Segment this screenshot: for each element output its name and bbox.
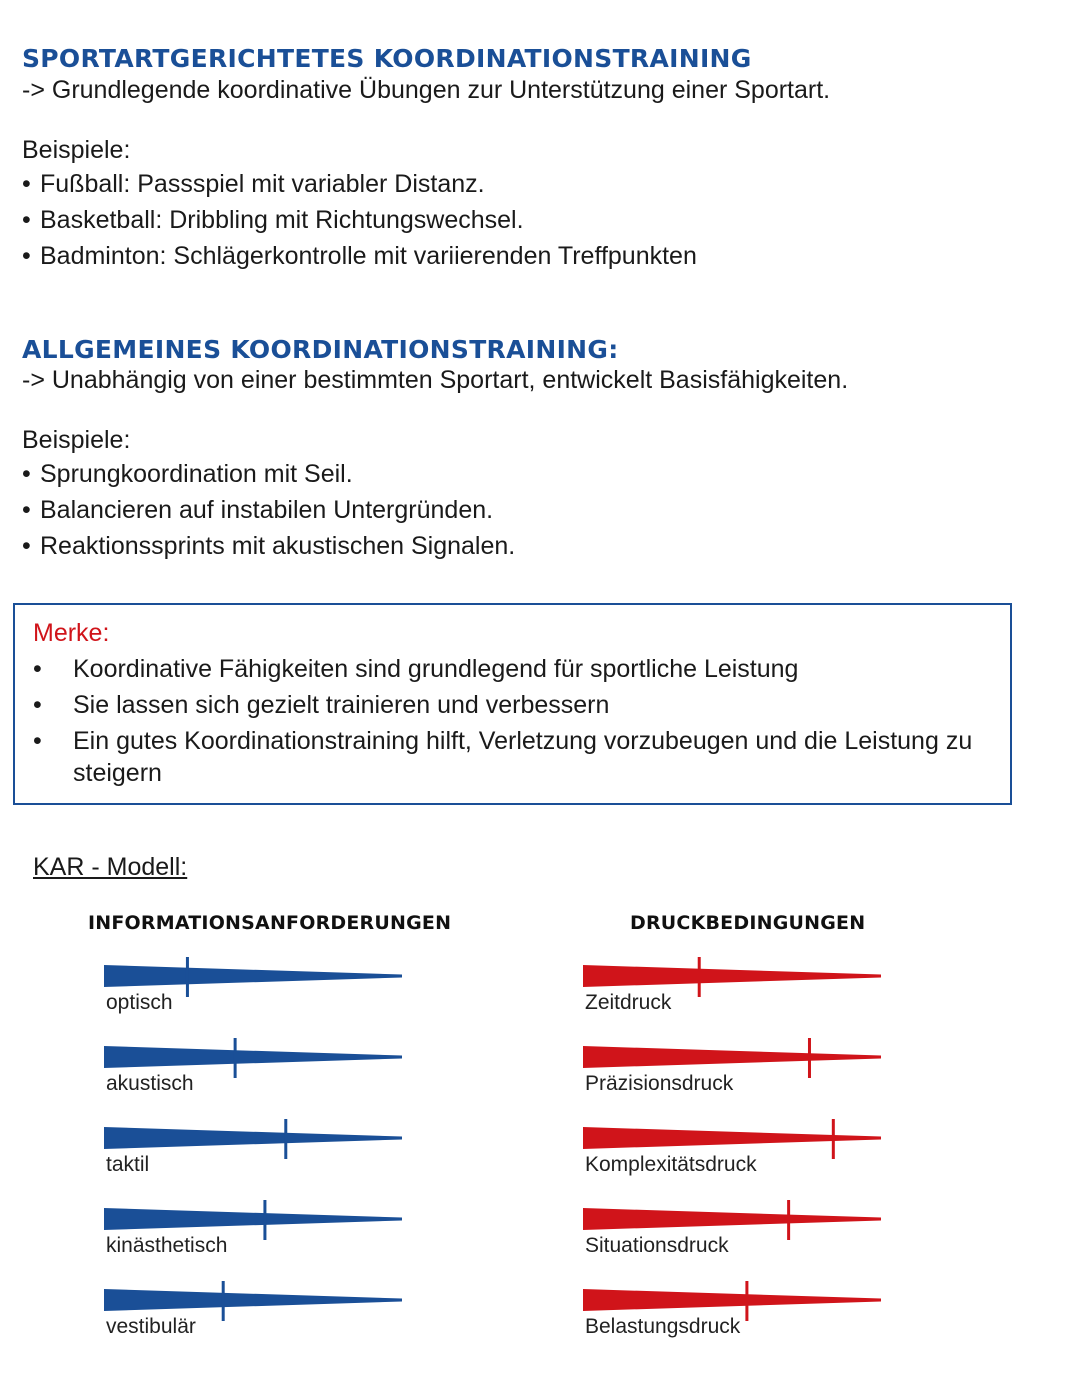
druck-bar-2 — [583, 1119, 881, 1176]
druck-heading: DRUCKBEDINGUNGEN — [630, 912, 866, 934]
bar-label: vestibulär — [106, 1315, 196, 1338]
example-text: Badminton: Schlägerkontrolle mit variierenden Treffpunkten — [40, 242, 697, 270]
info-heading: INFORMATIONSANFORDERUNGEN — [88, 912, 452, 934]
druck-bar-4 — [583, 1281, 881, 1338]
bar-label: Komplexitätsdruck — [585, 1153, 757, 1176]
section2-examples-label: Beispiele: — [22, 426, 131, 454]
bar-label: akustisch — [106, 1072, 194, 1095]
bar-label: taktil — [106, 1153, 150, 1176]
druck-bar-1 — [583, 1038, 881, 1095]
merke-text: Koordinative Fähigkeiten sind grundlegend für sportliche Leistung — [73, 655, 799, 683]
bar-wedge — [104, 1208, 402, 1230]
info-bar-3 — [104, 1200, 402, 1257]
bar-wedge — [583, 965, 881, 987]
section1-title: SPORTARTGERICHTETES KOORDINATIONSTRAINING — [22, 44, 752, 73]
example-text: Sprungkoordination mit Seil. — [40, 460, 353, 488]
bullet: • — [22, 170, 31, 198]
section1-description: -> Grundlegende koordinative Übungen zur Unterstützung einer Sportart. — [22, 76, 831, 104]
bullet: • — [33, 727, 42, 755]
info-bar-0 — [104, 957, 402, 1014]
kar-model-title: KAR - Modell: — [33, 853, 188, 881]
bar-wedge — [104, 1046, 402, 1068]
info-bar-1 — [104, 1038, 402, 1095]
info-bar-2 — [104, 1119, 402, 1176]
bar-label: Präzisionsdruck — [585, 1072, 734, 1095]
bar-label: kinästhetisch — [106, 1234, 228, 1257]
example-text: Reaktionssprints mit akustischen Signalen. — [40, 532, 516, 560]
info-bar-4 — [104, 1281, 402, 1338]
bar-wedge — [583, 1208, 881, 1230]
bar-label: Situationsdruck — [585, 1234, 729, 1257]
bar-label: optisch — [106, 991, 173, 1014]
bullet: • — [22, 242, 31, 270]
bullet: • — [22, 460, 31, 488]
bar-wedge — [583, 1127, 881, 1149]
merke-text: Sie lassen sich gezielt trainieren und verbessern — [73, 691, 610, 719]
bullet: • — [22, 496, 31, 524]
merke-text: Ein gutes Koordinationstraining hilft, Verletzung vorzubeugen und die Leistung zu steigern — [73, 727, 973, 787]
example-text: Balancieren auf instabilen Untergründen. — [40, 496, 494, 524]
druck-bar-0 — [583, 957, 881, 1014]
merke-title: Merke: — [33, 619, 110, 647]
section2-title: ALLGEMEINES KOORDINATIONSTRAINING: — [22, 335, 619, 364]
bar-label: Zeitdruck — [585, 991, 672, 1014]
bar-wedge — [104, 1289, 402, 1311]
bullet: • — [22, 532, 31, 560]
druck-bar-3 — [583, 1200, 881, 1257]
section1-examples-label: Beispiele: — [22, 136, 131, 164]
example-text: Basketball: Dribbling mit Richtungswechsel. — [40, 206, 524, 234]
bullet: • — [33, 655, 42, 683]
bullet: • — [33, 691, 42, 719]
bullet: • — [22, 206, 31, 234]
bar-wedge — [583, 1289, 881, 1311]
bar-label: Belastungsdruck — [585, 1315, 741, 1338]
example-text: Fußball: Passspiel mit variabler Distanz. — [40, 170, 485, 198]
bar-wedge — [583, 1046, 881, 1068]
bar-wedge — [104, 1127, 402, 1149]
section2-description: -> Unabhängig von einer bestimmten Sportart, entwickelt Basisfähigkeiten. — [22, 366, 849, 394]
bar-wedge — [104, 965, 402, 987]
